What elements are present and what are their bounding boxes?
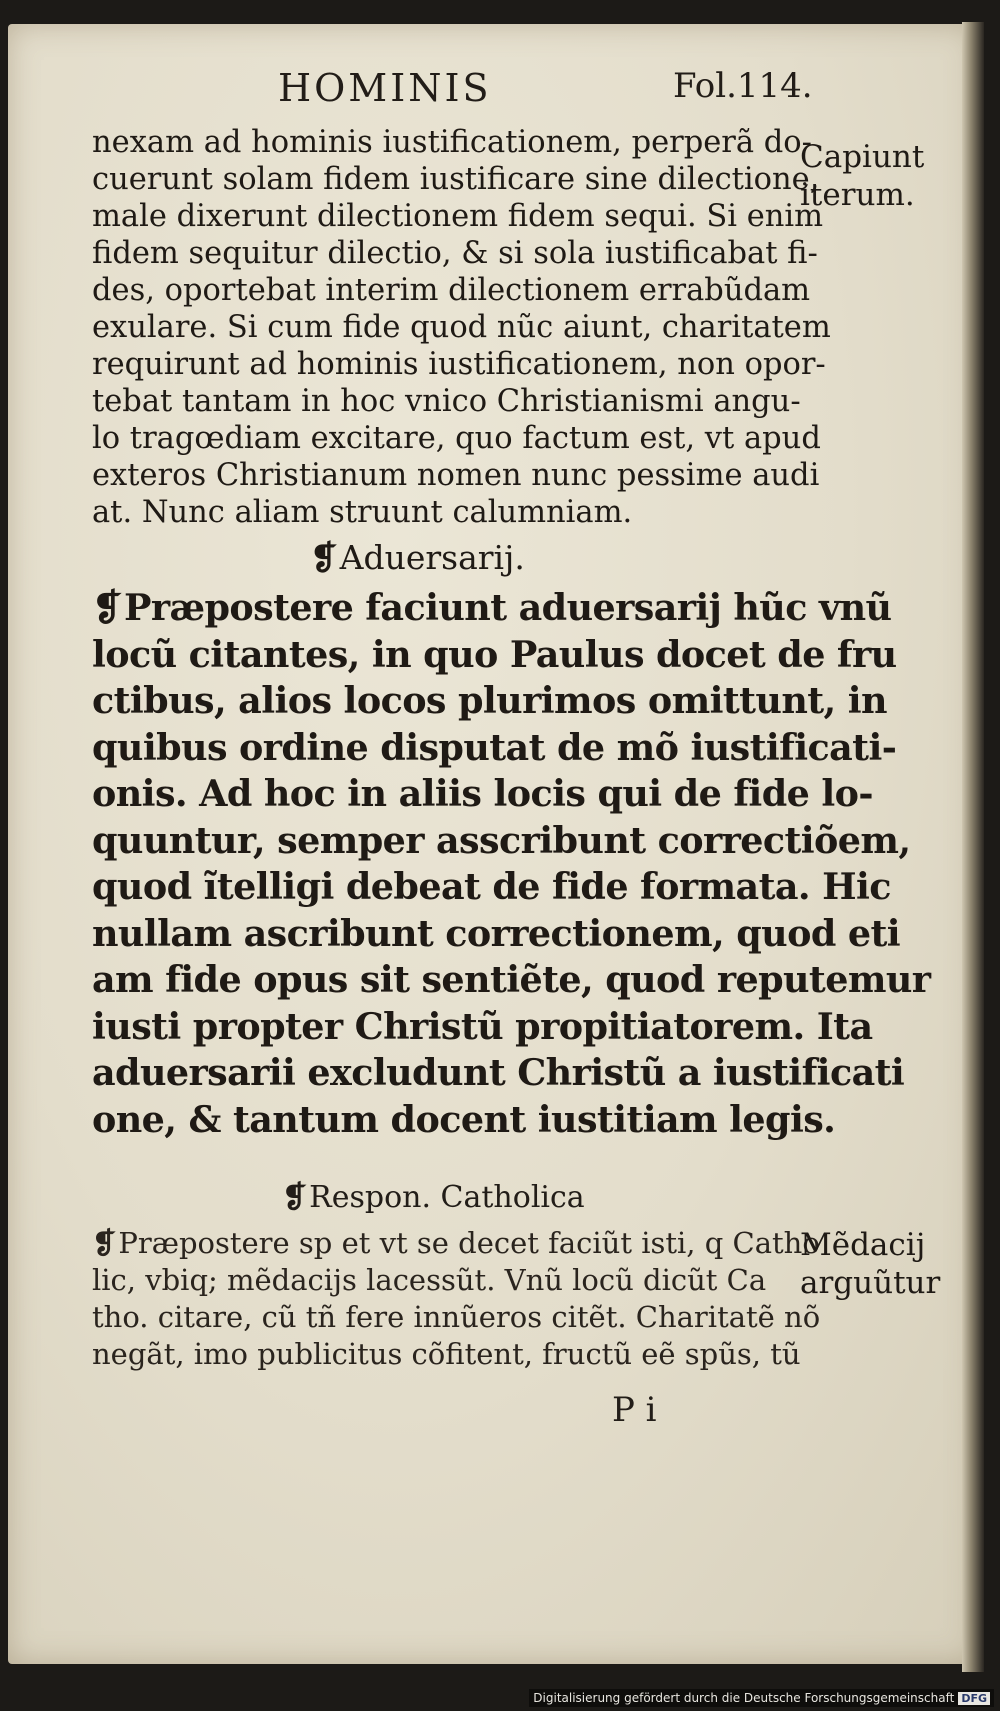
text-line: iusti propter Christũ propitiatorem. Ita [92, 1004, 873, 1048]
text-line: tho. citare, cũ tñ fere innũeros citẽt. Charitatẽ nõ [92, 1300, 821, 1334]
text-line: requirunt ad hominis iustificationem, non opor- [92, 347, 826, 382]
text-line-content: Præpostere sp et vt se decet faciũt isti, q Catho [118, 1226, 820, 1260]
heading-text: Aduersarij. [339, 538, 525, 577]
pilcrow-icon: ❡ [92, 1226, 117, 1260]
page-edge [962, 22, 984, 1672]
text-line: male dixerunt dilectionem fidem sequi. Si enim [92, 199, 824, 234]
paragraph-2 [92, 585, 931, 1143]
text-line: ctibus, alios locos plurimos omittunt, in [92, 679, 887, 722]
margin-note-line: arguũtur [800, 1265, 941, 1301]
margin-note-line: iterum. [800, 177, 915, 213]
text-line: quibus ordine disputat de mõ iustificati- [92, 725, 897, 769]
pilcrow-icon: ❡ [310, 538, 338, 577]
text-line: fidem sequitur dilectio, & si sola iustificabat fi- [92, 236, 818, 271]
credit-text: Digitalisierung gefördert durch die Deutsche Forschungsgemeinschaft [533, 1691, 955, 1705]
digitization-credit [529, 1689, 994, 1707]
margin-note-2 [800, 1226, 940, 1302]
page-header [0, 66, 1000, 116]
text-line: cuerunt solam fidem iustificare sine dilectione, [92, 162, 820, 197]
pilcrow-icon: ❡ [282, 1180, 308, 1215]
paragraph-3 [92, 1225, 821, 1373]
section-heading-respon-catholica [282, 1180, 585, 1215]
text-line-content: Præpostere faciunt aduersarij hũc vnũ [123, 586, 892, 629]
text-line: at. Nunc aliam struunt calumniam. [92, 495, 633, 530]
text-line: quuntur, semper asscribunt correctiõem, [92, 818, 911, 862]
margin-note-line: Capiunt [800, 139, 925, 175]
signature-mark: P i [612, 1390, 657, 1430]
text-line: nexam ad hominis iustificationem, perperã do- [92, 125, 812, 160]
paragraph-1 [92, 124, 831, 531]
margin-note-1 [800, 138, 924, 214]
text-line: aduersarii excludunt Christũ a iustificati [92, 1051, 905, 1094]
heading-text: Respon. Catholica [309, 1180, 585, 1215]
text-line: negãt, imo publicitus cõfitent, fructũ eẽ spũs, tũ [92, 1337, 801, 1371]
margin-note-line: Mẽdacij [800, 1227, 926, 1263]
text-line: des, oportebat interim dilectionem errabũdam [92, 273, 811, 308]
text-line: onis. Ad hoc in aliis locis qui de fide lo- [92, 772, 873, 815]
pilcrow-icon: ❡ [92, 586, 122, 629]
text-line: lic, vbiq; mẽdacijs lacessũt. Vnũ locũ dicũt Ca [92, 1263, 767, 1297]
text-line: locũ citantes, in quo Paulus docet de fru [92, 632, 897, 676]
folio-number: Fol.114. [673, 66, 813, 106]
dfg-logo-icon: DFG [958, 1692, 990, 1705]
section-heading-aduersarij [310, 538, 525, 577]
text-line: lo tragœdiam excitare, quo factum est, vt apud [92, 421, 821, 456]
text-line [92, 585, 892, 632]
text-line: exteros Christianum nomen nunc pessime audi [92, 458, 820, 493]
text-line: nullam ascribunt correctionem, quod eti [92, 911, 900, 955]
text-line: exulare. Si cum fide quod nũc aiunt, charitatem [92, 310, 831, 345]
text-line: one, & tantum docent iustitiam legis. [92, 1097, 836, 1141]
running-head: HOMINIS [278, 66, 492, 110]
text-line: tebat tantam in hoc vnico Christianismi angu- [92, 384, 801, 419]
text-line: quod ĩtelligi debeat de fide formata. Hic [92, 865, 891, 908]
text-line [92, 1225, 820, 1262]
text-line: am fide opus sit sentiẽte, quod reputemur [92, 958, 931, 1001]
